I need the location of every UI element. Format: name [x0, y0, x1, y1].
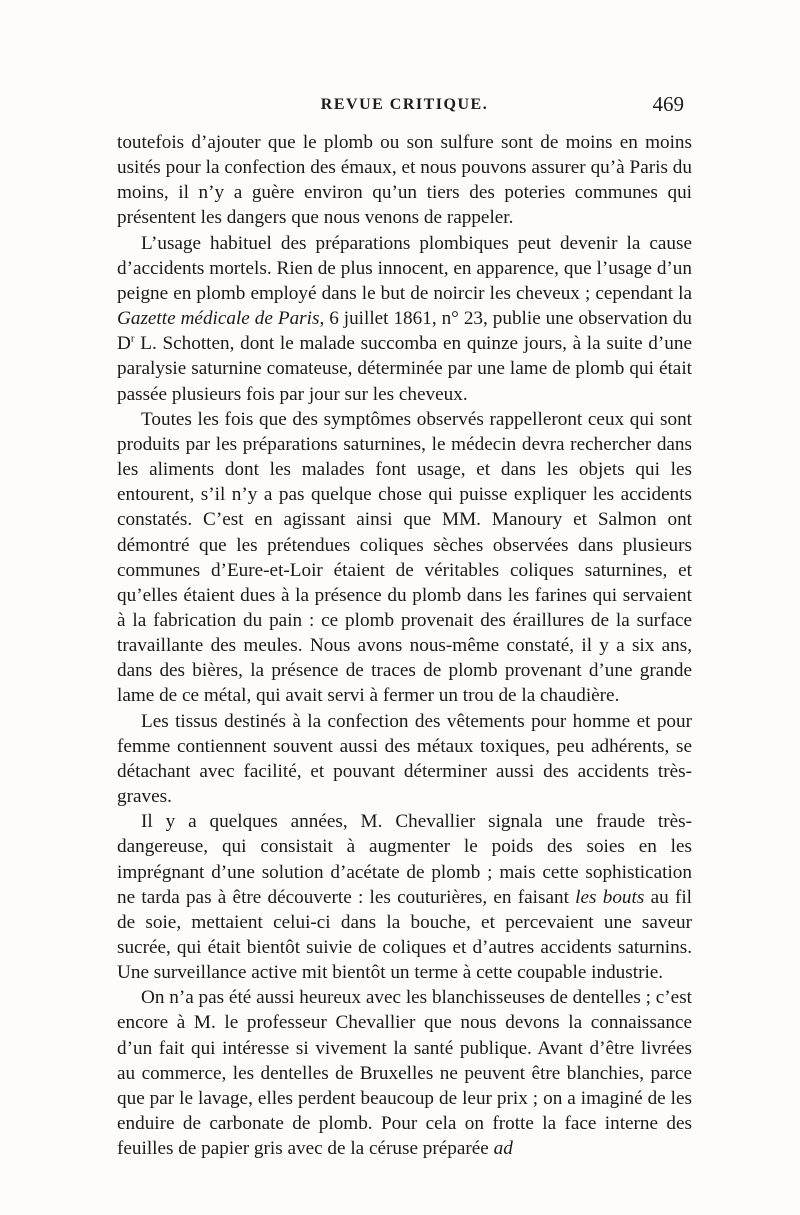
text-run: L’usage habituel des préparations plombiques peut devenir la cause d’accidents mortels. Rien de plus innocent, en apparence, que l’usage d’un peigne en plomb employé dans le but de noircir les cheveux ; cependant la: [117, 232, 692, 304]
paragraph-lead-comb: [117, 231, 692, 407]
superscript-run: r: [130, 332, 135, 345]
italic-run: ad: [493, 1138, 513, 1160]
running-head: [117, 92, 692, 120]
text-run: Il y a quelques années, M. Chevallier signala une fraude très-dangereuse, qui consistait à augmenter le poids des soies en les imprégnant d’une solution d’acétate de plomb ; mais cette sophistication ne tarda pas à être découverte : les couturières, en faisant: [117, 811, 692, 908]
paragraph-clothing-fabrics: [117, 709, 692, 810]
text-run: toutefois d’ajouter que le plomb ou son sulfure sont de moins en moins usités pour la confection des émaux, et nous pouvons assurer qu’à Paris du moins, il n’y a guère environ qu’un tiers des poteries communes qui présentent les dangers que nous venons de rappeler.: [117, 132, 692, 229]
running-title: REVUE CRITIQUE.: [320, 96, 489, 113]
paragraph-continuation: [117, 130, 692, 231]
text-run: On n’a pas été aussi heureux avec les blanchisseuses de dentelles ; c’est encore à M. le professeur Chevallier que nous devons la connaissance d’un fait qui intéresse si vivement la santé publique. Avant d’être livrées au commerce, les dentelles de Bruxelles ne peuvent être blanchies, parce que par le lavage, elles perdent beaucoup de leur prix ; on a imaginé de les enduire de carbonate de plomb. Pour cela on frotte la face interne des feuilles de papier gris avec de la céruse préparée: [117, 987, 692, 1160]
text-run: au fil de soie, mettaient celui-ci dans la bouche, et percevaient une saveur sucrée, qui était bientôt suivie de coliques et d’autres accidents saturnins. Une surveillance active mit bientôt un terme à cette coupable industrie.: [117, 886, 692, 984]
italic-run: Gazette médicale de Paris: [117, 308, 320, 330]
paragraph-lace-bleaching: [117, 985, 692, 1161]
text-run: Les tissus destinés à la confection des vêtements pour homme et pour femme contiennent souvent aussi des métaux toxiques, peu adhérents, se détachant avec facilité, et pouvant déterminer aussi des accidents très-graves.: [117, 710, 692, 808]
paragraph-silk-fraud: [117, 809, 692, 985]
italic-run: les bouts: [575, 886, 645, 908]
body-text: [117, 130, 692, 1161]
text-run: , 6 juillet 1861, n° 23, publie une observation du D: [117, 308, 692, 355]
text-run: Toutes les fois que des symptômes observés rappelleront ceux qui sont produits par les préparations saturnines, le médecin devra rechercher dans les aliments dont les malades font usage, et dans les objets qui les entourent, s’il n’y a pas quelque chose qui puisse expliquer les accidents constatés. C’est en agissant ainsi que MM. Manoury et Salmon ont démontré que les prétendues coliques sèches observées dans plusieurs communes d’Eure-et-Loir étaient de véritables coliques saturnines, et qu’elles étaient dues à la présence du plomb dans les farines qui servaient à la fabrication du pain : ce plomb provenait des éraillures de la surface travaillante des meules. Nous avons nous-même constaté, il y a six ans, dans des bières, la présence de traces de plomb provenant d’une grande lame de ce métal, qui avait servi à fermer un trou de la chaudière.: [117, 408, 692, 707]
paragraph-saturnine-symptoms: [117, 407, 692, 709]
page-number: 469: [652, 92, 684, 116]
text-run: L. Schotten, dont le malade succomba en quinze jours, à la suite d’une paralysie saturnine comateuse, déterminée par une lame de plomb qui était passée plusieurs fois par jour sur les cheveux.: [117, 333, 692, 405]
